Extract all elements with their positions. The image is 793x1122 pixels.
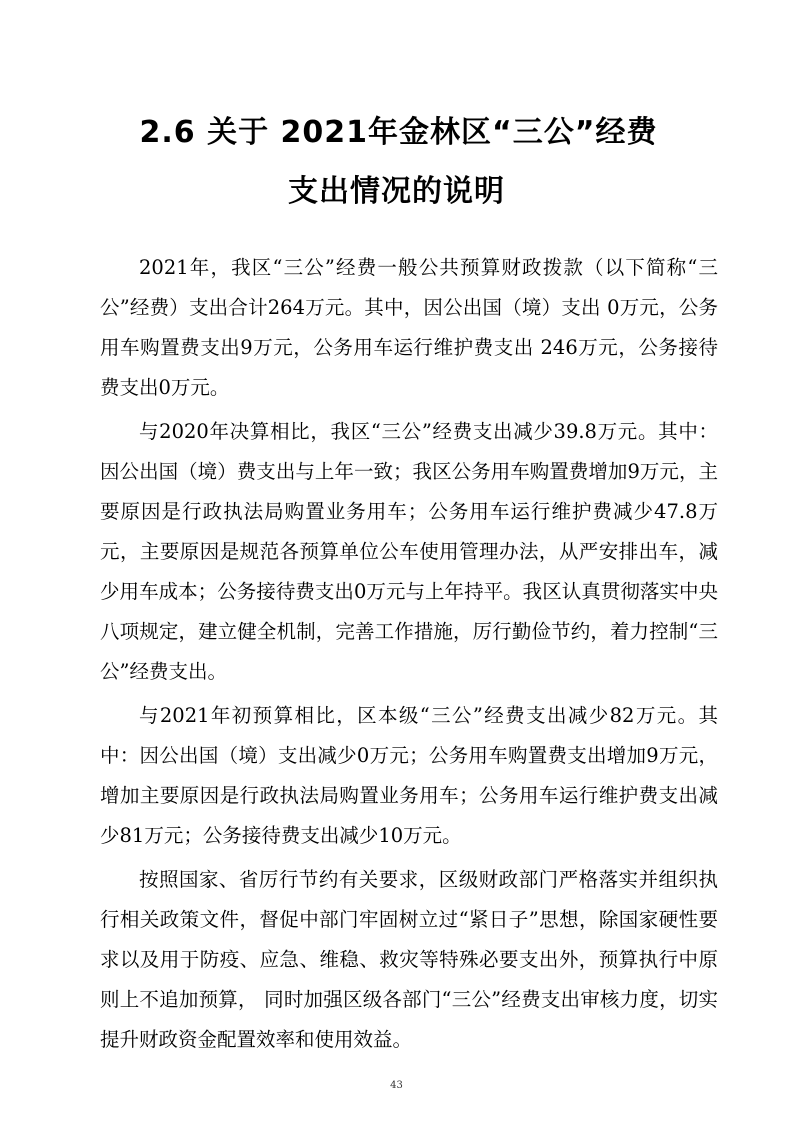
paragraph-measures: 按照国家、省厉行节约有关要求，区级财政部门严格落实并组织执行相关政策文件，督促中部门牢固树立过“紧日子”思想，除国家硬性要求以及用于防疫、应急、维稳、救灾等特殊必要支出外，预算执行中原则上不追加预算， 同时加强区级各部门“三公”经费支出审核力度，切实提升财政资金配置效率和使用效益。 xyxy=(100,868,718,1051)
paragraph-summary: 2021年，我区“三公”经费一般公共预算财政拨款（以下简称“三公”经费）支出合计264万元。其中，因公出国（境）支出 0万元，公务用车购置费支出9万元，公务用车运行维护费支出 246万元，公务接待费支出0万元。 xyxy=(100,256,718,399)
paragraph-vs-budget: 与2021年初预算相比，区本级“三公”经费支出减少82万元。其中：因公出国（境）支出减少0万元；公务用车购置费支出增加9万元，增加主要原因是行政执法局购置业务用车；公务用车运行维护费支出减少81万元；公务接待费支出减少10万元。 xyxy=(100,704,718,847)
page-title-line-1: 2.6 关于 2021年金林区“三公”经费 xyxy=(139,115,658,150)
page-number: 43 xyxy=(390,1080,403,1091)
paragraph-vs-2020: 与2020年决算相比，我区“三公”经费支出减少39.8万元。其中：因公出国（境）费支出与上年一致；我区公务用车购置费增加9万元，主要原因是行政执法局购置业务用车；公务用车运行维护费减少47.8万元，主要原因是规范各预算单位公车使用管理办法，从严安排出车，减少用车成本；公务接待费支出0万元与上年持平。我区认真贯彻落实中央八项规定，建立健全机制，完善工作措施，厉行勤俭节约，着力控制“三公”经费支出。 xyxy=(100,420,718,683)
page-title-line-2: 支出情况的说明 xyxy=(288,174,505,209)
document-body xyxy=(100,248,718,1064)
